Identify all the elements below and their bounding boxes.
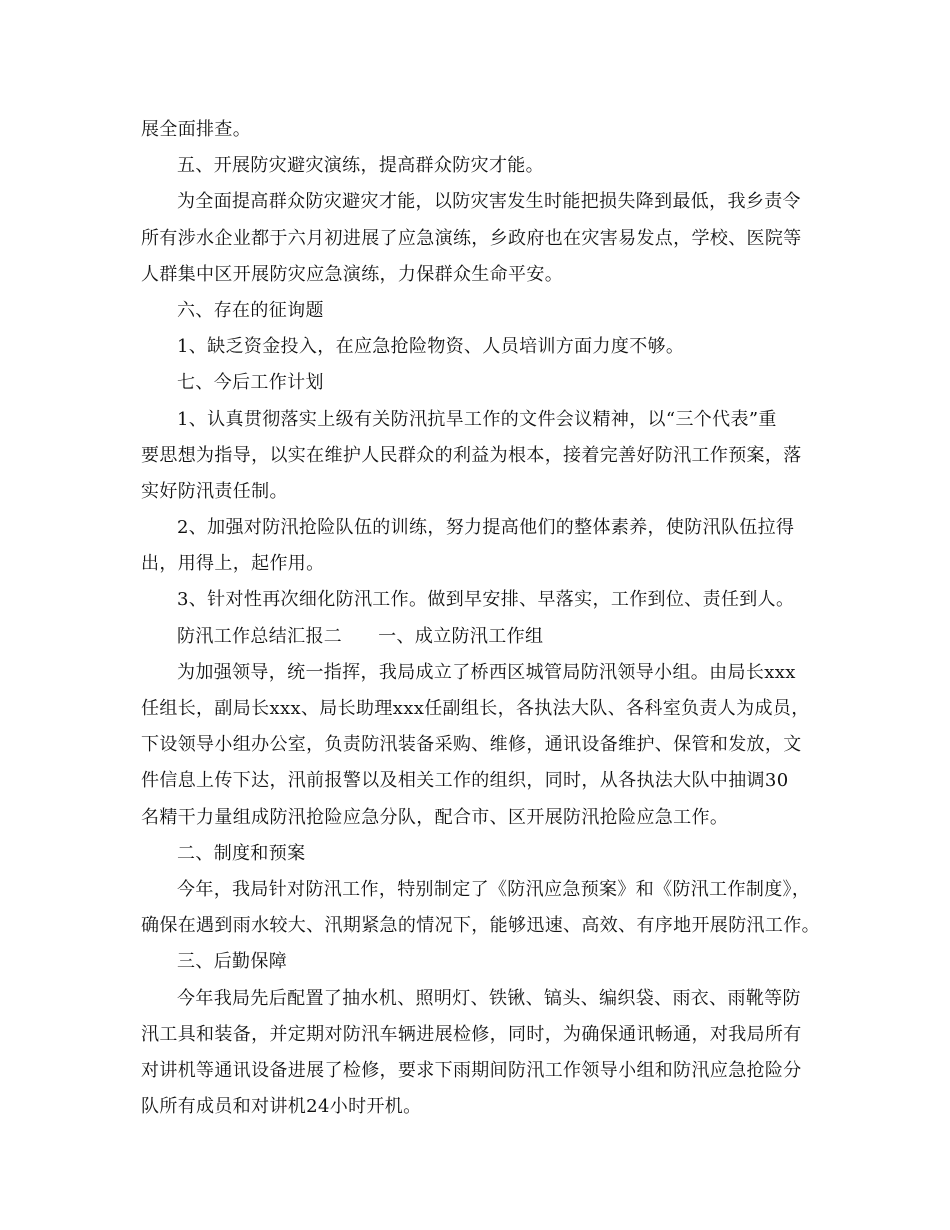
- section-heading-logistics: 三、后勤保障: [177, 951, 288, 973]
- text-line: 为全面提高群众防灾避灾才能，以防灾害发生时能把损失降到最低，我乡责令: [177, 191, 801, 213]
- text-line: 1、缺乏资金投入，在应急抢险物资、人员培训方面力度不够。: [177, 336, 685, 358]
- section-heading-system: 二、制度和预案: [177, 842, 306, 864]
- text-line: 1、认真贯彻落实上级有关防汛抗旱工作的文件会议精神，以“三个代表”重: [177, 408, 777, 430]
- document-body: [141, 112, 821, 1125]
- text-line: 人群集中区开展防灾应急演练，力保群众生命平安。: [141, 263, 564, 285]
- text-line: 下设领导小组办公室，负责防汛装备采购、维修，通讯设备维护、保管和发放，文: [141, 734, 802, 756]
- text-line: 对讲机等通讯设备进展了检修，要求下雨期间防汛工作领导小组和防汛应急抢险分: [141, 1059, 802, 1081]
- text-line: 所有涉水企业都于六月初进展了应急演练，乡政府也在灾害易发点，学校、医院等: [141, 227, 802, 249]
- text-line: 实好防汛责任制。: [141, 480, 288, 502]
- text-line: 今年我局先后配置了抽水机、照明灯、铁锹、镐头、编织袋、雨衣、雨靴等防: [177, 987, 801, 1009]
- text-line: 出，用得上，起作用。: [141, 553, 325, 575]
- text-line: 3、针对性再次细化防汛工作。做到早安排、早落实，工作到位、责任到人。: [177, 589, 795, 611]
- text-line: 为加强领导，统一指挥，我局成立了桥西区城管局防汛领导小组。由局长xxx: [177, 661, 796, 683]
- section-heading-team: 一、成立防汛工作组: [378, 625, 544, 647]
- report-two-heading-line: [141, 619, 821, 655]
- text-line: 要思想为指导，以实在维护人民群众的利益为根本，接着完善好防汛工作预案，落: [141, 444, 802, 466]
- text-line: 展全面排查。: [141, 119, 252, 140]
- text-line: 队所有成员和对讲机24小时开机。: [141, 1096, 422, 1118]
- report-two-title: 防汛工作总结汇报二: [177, 625, 343, 647]
- text-line: 今年，我局针对防汛工作，特别制定了《防汛应急预案》和《防汛工作制度》，: [177, 878, 811, 900]
- text-line: 汛工具和装备，并定期对防汛车辆进展检修，同时，为确保通讯畅通，对我局所有: [141, 1023, 802, 1045]
- text-line: 名精干力量组成防汛抢险应急分队，配合市、区开展防汛抢险应急工作。: [141, 806, 729, 828]
- text-line: 2、加强对防汛抢险队伍的训练，努力提高他们的整体素养，使防汛队伍拉得: [177, 517, 795, 539]
- section-heading-problems: 六、存在的征询题: [177, 299, 324, 321]
- text-line: 任组长，副局长xxx、局长助理xxx任副组长，各执法大队、各科室负责人为成员，: [141, 698, 810, 719]
- text-line: 确保在遇到雨水较大、汛期紧急的情况下，能够迅速、高效、有序地开展防汛工作。: [141, 915, 820, 937]
- section-heading-plan: 七、今后工作计划: [177, 372, 324, 394]
- section-heading-drill: 五、开展防灾避灾演练，提高群众防灾才能。: [177, 155, 544, 177]
- text-line: 件信息上传下达，汛前报警以及相关工作的组织，同时，从各执法大队中抽调30: [141, 770, 789, 792]
